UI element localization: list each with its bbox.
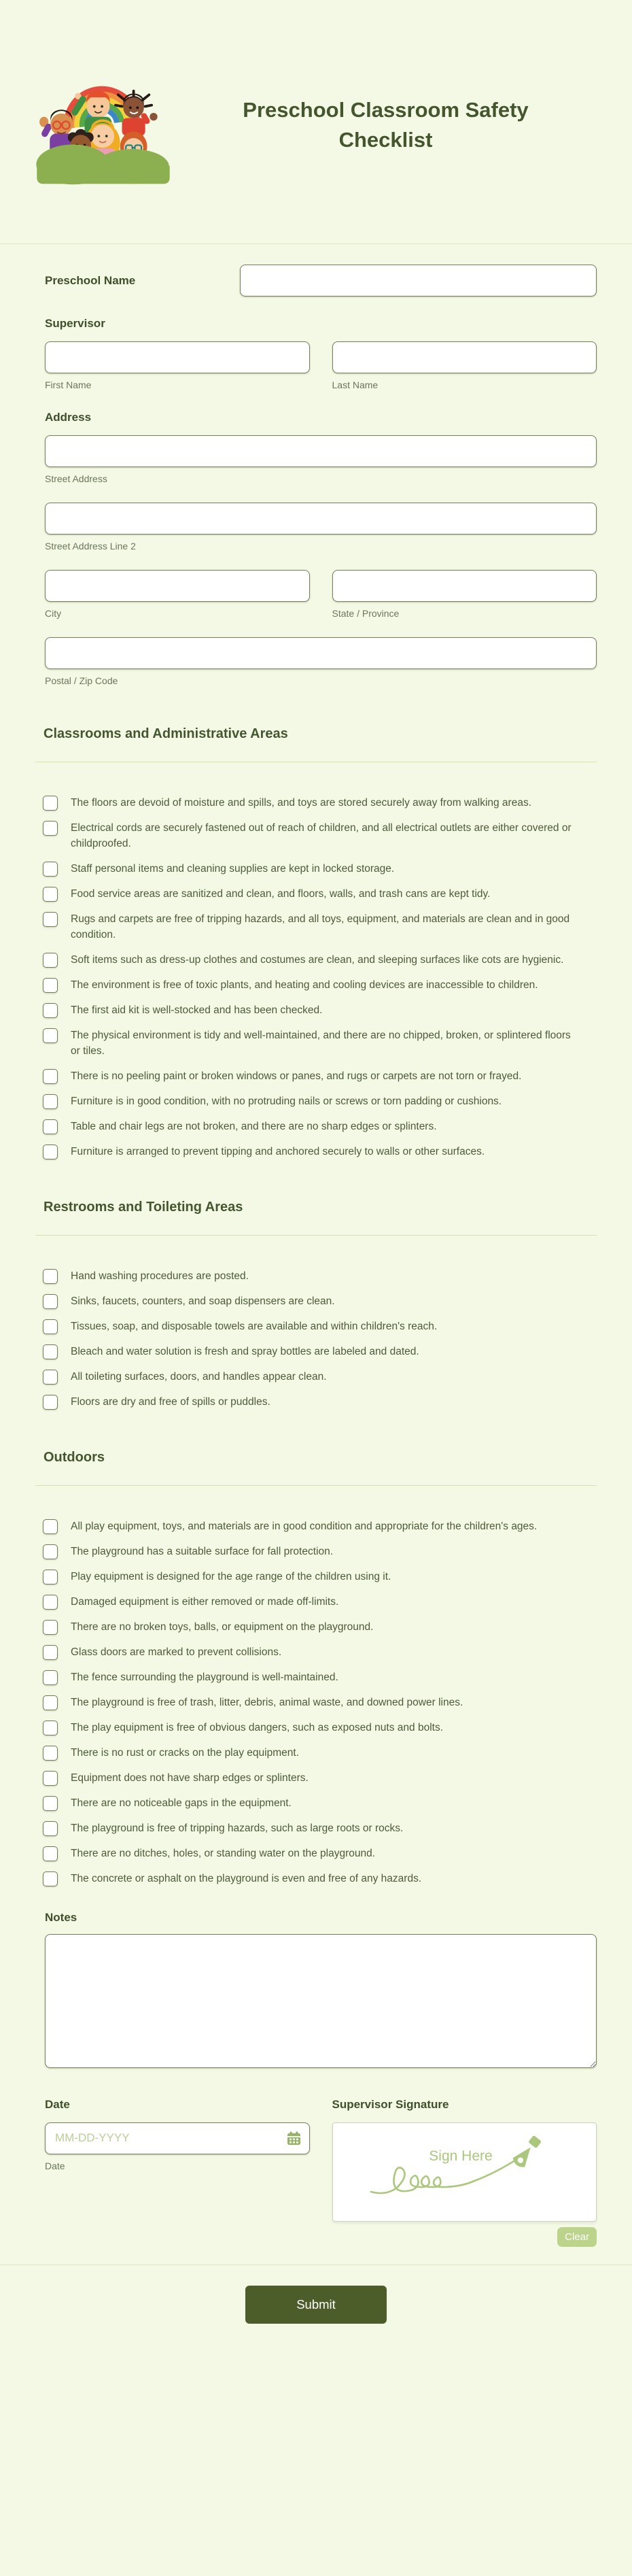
date-sublabel: Date [45, 2160, 65, 2171]
checklist-item [43, 1770, 597, 1786]
date-label: Date [45, 2098, 70, 2111]
postal-code-sublabel: Postal / Zip Code [45, 675, 118, 686]
checklist-item-label: There are no broken toys, balls, or equipment on the playground. [71, 1621, 374, 1633]
checklist-item [43, 1720, 597, 1735]
checklist-item [43, 1119, 597, 1134]
checkbox[interactable] [43, 1119, 58, 1134]
street-address-input[interactable] [45, 435, 597, 467]
checklist-item-label: There are no noticeable gaps in the equipment. [71, 1797, 292, 1809]
checklist-item-label: Sinks, faucets, counters, and soap dispensers are clean. [71, 1295, 335, 1307]
checkbox[interactable] [43, 1003, 58, 1018]
checklist-item-label: The playground has a suitable surface for fall protection. [71, 1546, 334, 1557]
checklist-item-label: There is no peeling paint or broken windows or panes, and rugs or carpets are not torn or frayed. [71, 1070, 522, 1082]
checklist-item [43, 1028, 597, 1059]
checklist-item-label: The physical environment is tidy and well-maintained, and there are no chipped, broken, or splintered floors or tiles. [71, 1030, 571, 1057]
checkbox[interactable] [43, 1145, 58, 1159]
section-heading: Restrooms and Toileting Areas [43, 1200, 243, 1215]
checkbox[interactable] [43, 862, 58, 877]
header-logo [35, 0, 175, 243]
checklist-item-label: All play equipment, toys, and materials are in good condition and appropriate for the children's ages. [71, 1521, 538, 1532]
date-input[interactable] [45, 2122, 310, 2154]
postal-code-input[interactable] [45, 637, 597, 669]
checklist-item [43, 1846, 597, 1861]
signature-field [332, 2098, 597, 2247]
page-title: Preschool Classroom Safety Checklist [243, 98, 529, 152]
notes-field [35, 1911, 597, 2068]
checklist-item [43, 1369, 597, 1385]
checklist-item [43, 886, 597, 902]
form-header [0, 0, 632, 244]
sign-here-graphic [359, 2135, 569, 2209]
signature-pad[interactable] [332, 2122, 597, 2222]
checklist-item [43, 911, 597, 943]
checklist-item [43, 795, 597, 811]
section-divider [35, 1235, 597, 1236]
checkbox[interactable] [43, 796, 58, 811]
checkbox[interactable] [43, 1570, 58, 1584]
checklist-item-label: Bleach and water solution is fresh and spray bottles are labeled and dated. [71, 1346, 419, 1357]
calendar-icon[interactable] [287, 2131, 301, 2146]
preschool-name-field [45, 265, 597, 296]
checklist-item [43, 1795, 597, 1811]
checklist-item-label: Tissues, soap, and disposable towels are available and within children's reach. [71, 1321, 438, 1332]
checklist-item [43, 1344, 597, 1359]
checklist-item [43, 820, 597, 851]
checkbox[interactable] [43, 1871, 58, 1886]
preschool-name-input[interactable] [240, 265, 597, 296]
city-input[interactable] [45, 570, 310, 602]
checklist-item [43, 1519, 597, 1534]
checklist-item [43, 1068, 597, 1084]
checkbox[interactable] [43, 1319, 58, 1334]
signature-clear-button[interactable]: Clear [557, 2227, 597, 2247]
checklist-item [43, 1319, 597, 1334]
checklist-item [43, 1695, 597, 1710]
supervisor-label: Supervisor [45, 317, 105, 330]
checklist-item [43, 1394, 597, 1410]
checklist-item-label: Furniture is arranged to prevent tipping and anchored securely to walls or other surfaces. [71, 1146, 485, 1157]
pen-nib-icon [511, 2135, 544, 2170]
checkbox[interactable] [43, 1544, 58, 1559]
section-divider [35, 1485, 597, 1486]
notes-label: Notes [45, 1911, 77, 1924]
checklist-item-label: The playground is free of trash, litter, debris, animal waste, and downed power lines. [71, 1697, 463, 1708]
checkbox[interactable] [43, 912, 58, 927]
checklist-item-label: Staff personal items and cleaning supplies are kept in locked storage. [71, 863, 395, 875]
checkbox[interactable] [43, 1370, 58, 1385]
supervisor-last-name-input[interactable] [332, 341, 597, 373]
checklist-item [43, 861, 597, 877]
checklist-item [43, 1619, 597, 1635]
checklist-item-label: Soft items such as dress-up clothes and costumes are clean, and sleeping surfaces like cots are hygienic. [71, 954, 564, 966]
checklist-item-label: The playground is free of tripping hazards, such as large roots or rocks. [71, 1823, 404, 1834]
section-heading: Classrooms and Administrative Areas [43, 726, 288, 741]
street-address-line2-input[interactable] [45, 503, 597, 535]
checkbox[interactable] [43, 1771, 58, 1786]
supervisor-field [45, 317, 597, 390]
section-restrooms [35, 1198, 597, 1410]
checklist-item-label: Play equipment is designed for the age range of the children using it. [71, 1571, 391, 1582]
checklist-item-label: The first aid kit is well-stocked and has been checked. [71, 1004, 323, 1016]
checkbox[interactable] [43, 821, 58, 836]
section-classrooms [35, 724, 597, 1159]
checklist-item-label: There are no ditches, holes, or standing water on the playground. [71, 1848, 376, 1859]
checkbox[interactable] [43, 1069, 58, 1084]
checklist-item-label: There is no rust or cracks on the play equipment. [71, 1747, 299, 1759]
checklist-item-label: Food service areas are sanitized and clean, and floors, walls, and trash cans are kept tidy. [71, 888, 491, 900]
checklist-item-label: Furniture is in good condition, with no protruding nails or screws or torn padding or cushions. [71, 1096, 502, 1107]
checkbox[interactable] [43, 887, 58, 902]
last-name-sublabel: Last Name [332, 379, 379, 390]
state-sublabel: State / Province [332, 608, 400, 619]
preschool-name-label: Preschool Name [45, 273, 136, 287]
checkbox[interactable] [43, 1595, 58, 1610]
checklist-item-label: The concrete or asphalt on the playground is even and free of any hazards. [71, 1873, 422, 1884]
sign-here-text: Sign Here [429, 2148, 493, 2164]
checkbox[interactable] [43, 1645, 58, 1660]
checklist-item [43, 1268, 597, 1284]
checklist-item [43, 1002, 597, 1018]
submit-button[interactable]: Submit [245, 2286, 387, 2324]
checkbox[interactable] [43, 1294, 58, 1309]
section-outdoors [35, 1448, 597, 1886]
checklist-item-label: Damaged equipment is either removed or made off-limits. [71, 1596, 339, 1608]
checklist-item [43, 977, 597, 993]
checklist-item [43, 1745, 597, 1761]
checklist-item [43, 1293, 597, 1309]
street-address-line2-sublabel: Street Address Line 2 [45, 541, 136, 552]
checklist-item [43, 1544, 597, 1559]
checklist-item [43, 1670, 597, 1685]
section-heading: Outdoors [43, 1450, 105, 1465]
checklist-item-label: The play equipment is free of obvious dangers, such as exposed nuts and bolts. [71, 1722, 444, 1733]
checklist-item [43, 1569, 597, 1584]
address-label: Address [45, 411, 92, 424]
checkbox[interactable] [43, 978, 58, 993]
checklist-item-label: The fence surrounding the playground is well-maintained. [71, 1672, 338, 1683]
street-address-sublabel: Street Address [45, 473, 107, 484]
checklist-item-label: All toileting surfaces, doors, and handles appear clean. [71, 1371, 327, 1383]
checkbox[interactable] [43, 1746, 58, 1761]
checklist-item [43, 1871, 597, 1886]
checklist-item-label: Electrical cords are securely fastened out of reach of children, and all electrical outlets are either covered or childproofed. [71, 822, 572, 849]
notes-textarea[interactable] [45, 1934, 597, 2068]
checkbox[interactable] [43, 1846, 58, 1861]
checkbox[interactable] [43, 1094, 58, 1109]
checklist-item-label: Equipment does not have sharp edges or splinters. [71, 1772, 309, 1784]
checkbox[interactable] [43, 1821, 58, 1836]
address-field [45, 411, 597, 686]
checkbox[interactable] [43, 953, 58, 968]
checkbox[interactable] [43, 1796, 58, 1811]
children-rainbow-illustration [35, 63, 171, 188]
checklist-item [43, 1594, 597, 1610]
checklist-item [43, 1094, 597, 1109]
checkbox[interactable] [43, 1721, 58, 1735]
state-input[interactable] [332, 570, 597, 602]
checklist-item-label: The floors are devoid of moisture and spills, and toys are stored securely away from walking areas. [71, 797, 532, 809]
checklist-item [43, 1144, 597, 1159]
checkbox[interactable] [43, 1519, 58, 1534]
checklist-item-label: Floors are dry and free of spills or puddles. [71, 1396, 270, 1408]
checkbox[interactable] [43, 1269, 58, 1284]
checkbox[interactable] [43, 1395, 58, 1410]
city-sublabel: City [45, 608, 62, 619]
date-field [45, 2098, 310, 2247]
checklist-item-label: The environment is free of toxic plants, and heating and cooling devices are inaccessible to children. [71, 979, 538, 991]
checklist-item-label: Glass doors are marked to prevent collisions. [71, 1646, 282, 1658]
checkbox[interactable] [43, 1620, 58, 1635]
first-name-sublabel: First Name [45, 379, 92, 390]
checklist-item [43, 1644, 597, 1660]
checklist-item-label: Rugs and carpets are free of tripping hazards, and all toys, equipment, and materials are clean and in good condition. [71, 913, 570, 940]
checkbox[interactable] [43, 1344, 58, 1359]
supervisor-first-name-input[interactable] [45, 341, 310, 373]
checklist-item-label: Table and chair legs are not broken, and there are no sharp edges or splinters. [71, 1121, 437, 1132]
signature-label: Supervisor Signature [332, 2098, 449, 2111]
checklist-item [43, 1820, 597, 1836]
checkbox[interactable] [43, 1670, 58, 1685]
checkbox[interactable] [43, 1028, 58, 1043]
checkbox[interactable] [43, 1695, 58, 1710]
checklist-item-label: Hand washing procedures are posted. [71, 1270, 249, 1282]
checklist-item [43, 952, 597, 968]
